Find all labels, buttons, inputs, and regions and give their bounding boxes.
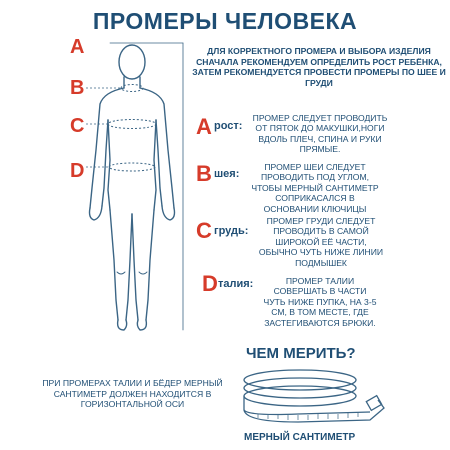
left-arm-outer [90, 88, 124, 208]
left-arm-inner [102, 120, 108, 206]
right-leg-outer [146, 210, 154, 320]
section-d-letter: D [202, 271, 218, 296]
left-leg-outer [110, 210, 118, 320]
what-to-measure-title: ЧЕМ МЕРИТЬ? [246, 345, 356, 362]
horizontal-axis-note: ПРИ ПРОМЕРАХ ТАЛИИ И БЁДЕР МЕРНЫЙ САНТИМЕТР ДОЛЖЕН НАХОДИТСЯ В ГОРИЗОНТАЛЬНОЙ ОСИ [42, 378, 223, 410]
section-b-label: шея: [214, 168, 240, 180]
right-arm-inner [156, 120, 162, 206]
section-a-label: рост: [214, 120, 243, 132]
section-a-letter: A [196, 114, 212, 139]
waist-measure-ring [109, 163, 155, 171]
measuring-tape-icon [238, 362, 390, 428]
torso-right [154, 120, 156, 210]
intro-text: ДЛЯ КОРРЕКТНОГО ПРОМЕРА И ВЫБОРА ИЗДЕЛИЯ СНАЧАЛА РЕКОМЕНДУЕМ ОПРЕДЕЛИТЬ РОСТ РЕБЁНКА, ЗАТЕМ РЕКОМЕНДУЕТСЯ ПРОВЕСТИ ПРОМЕРЫ ПО ШЕЕ И ГРУДИ [192, 46, 446, 88]
left-foot [118, 320, 127, 330]
right-arm-outer [140, 88, 174, 208]
marker-d: D [70, 160, 85, 182]
section-c-label: грудь: [214, 225, 249, 237]
section-c-text: ПРОМЕР ГРУДИ СЛЕДУЕТ ПРОВОДИТЬ В САМОЙ ШИРОКОЙ ЕЁ ЧАСТИ, ОБЫЧНО ЧУТЬ НИЖЕ ЛИНИИ ПОДМЫШЕК [258, 216, 384, 268]
right-foot [137, 320, 146, 330]
left-hand [90, 206, 103, 220]
section-d-label: талия: [218, 278, 254, 290]
section-a-text: ПРОМЕР СЛЕДУЕТ ПРОВОДИТЬ ОТ ПЯТОК ДО МАКУШКИ,НОГИ ВДОЛЬ ПЛЕЧ, СПИНА И РУКИ ПРЯМЫЕ. [252, 113, 388, 155]
marker-b: B [70, 77, 85, 99]
tape-caption: МЕРНЫЙ САНТИМЕТР [244, 432, 356, 443]
right-leg-inner [132, 214, 138, 320]
page-title: ПРОМЕРЫ ЧЕЛОВЕКА [92, 8, 358, 34]
right-knee [139, 272, 147, 274]
head-outline [119, 45, 145, 79]
section-d-text: ПРОМЕР ТАЛИИ СОВЕРШАТЬ В ЧАСТИ ЧУТЬ НИЖЕ ПУПКА, НА 3-5 СМ, В ТОМ МЕСТЕ, ГДЕ ЗАСТЕГИВАЮТСЯ БРЮКИ. [263, 276, 377, 328]
section-b-letter: B [196, 161, 212, 186]
section-c-letter: C [196, 218, 212, 243]
marker-a: A [70, 36, 85, 58]
chest-measure-ring [108, 120, 156, 129]
left-knee [117, 272, 125, 274]
torso-left [108, 120, 110, 210]
section-b-text: ПРОМЕР ШЕИ СЛЕДУЕТ ПРОВОДИТЬ ПОД УГЛОМ, ЧТОБЫ МЕРНЫЙ САНТИМЕТР СОПРИКАСАЛСЯ В ОСНОВАНИИ КЛЮЧИЦЫ [251, 162, 379, 214]
right-hand [162, 206, 175, 220]
left-leg-inner [126, 214, 132, 320]
marker-c: C [70, 115, 85, 137]
